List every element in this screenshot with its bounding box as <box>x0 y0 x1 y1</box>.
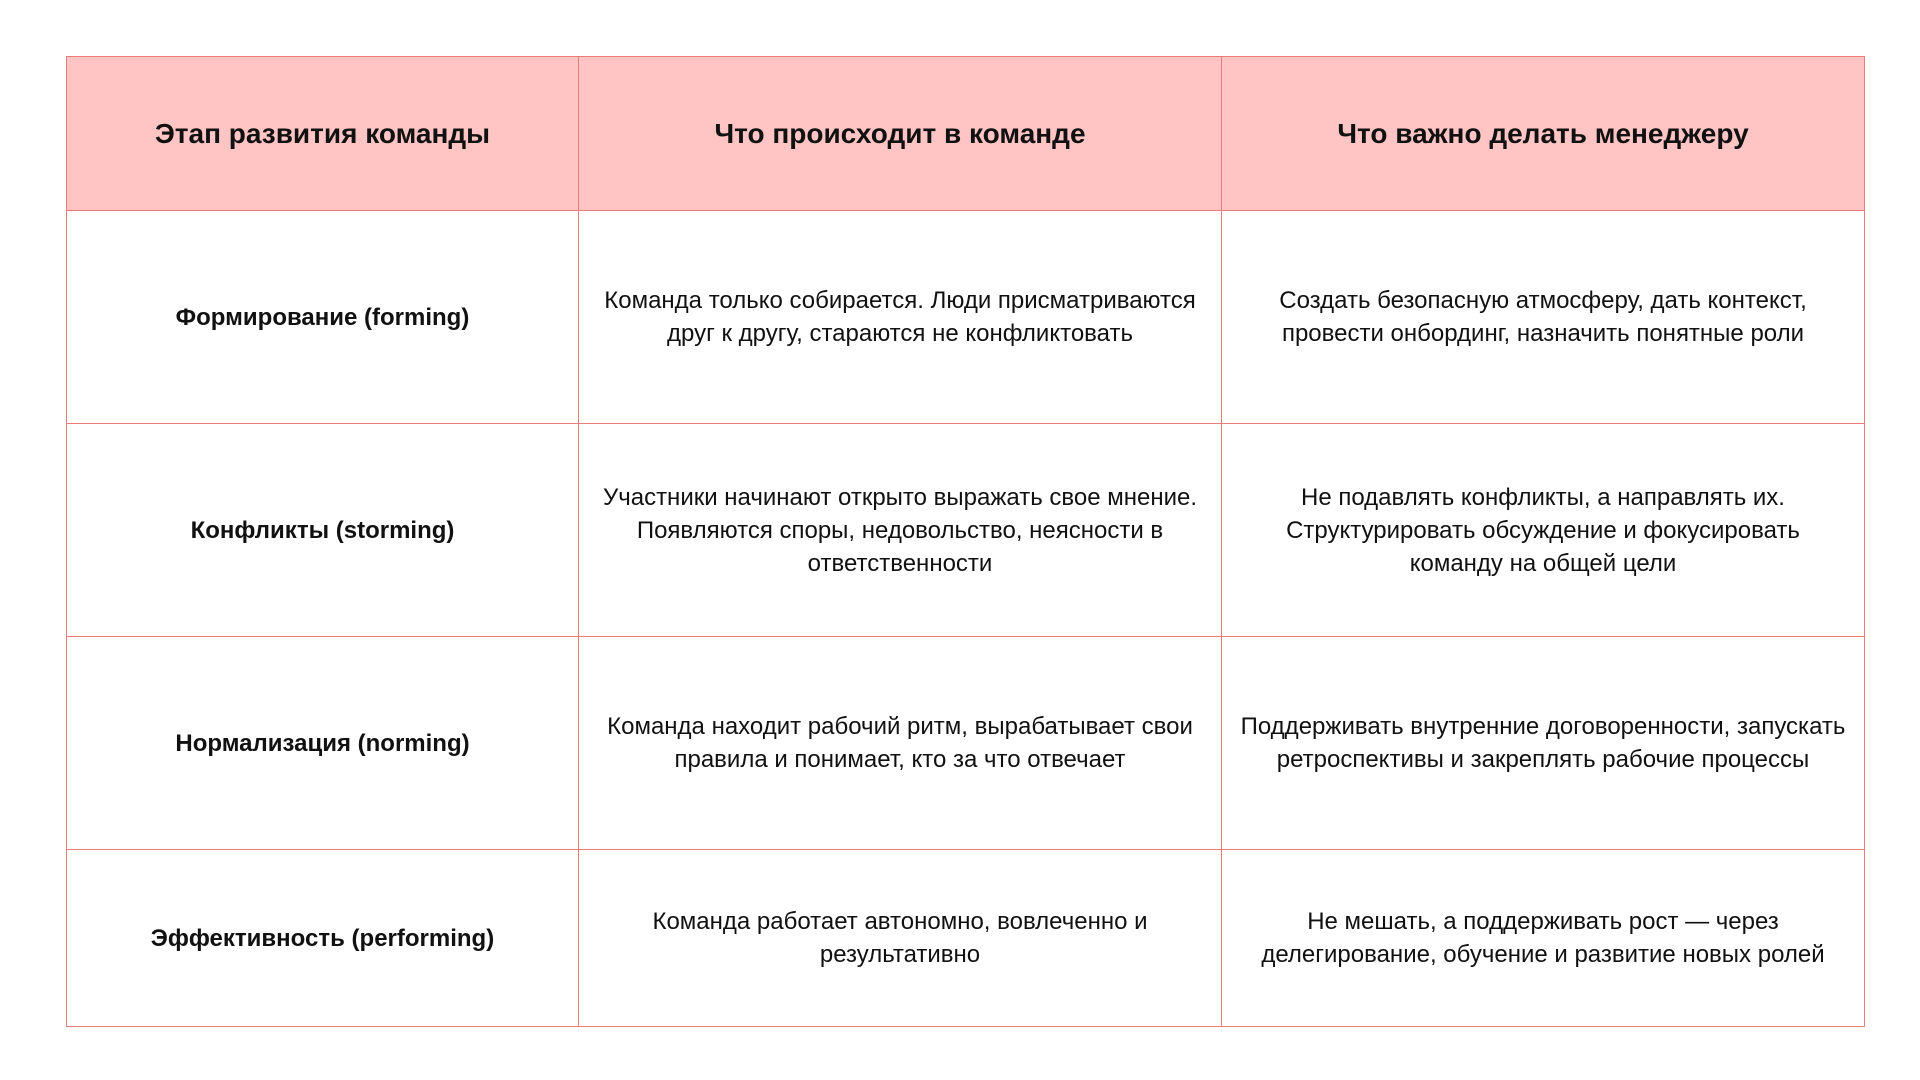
header-manager-actions: Что важно делать менеджеру <box>1222 57 1865 211</box>
manager-actions-cell: Не мешать, а поддерживать рост — через делегирование, обучение и развитие новых ролей <box>1222 850 1865 1027</box>
manager-actions-cell: Поддерживать внутренние договоренности, запускать ретроспективы и закреплять рабочие процессы <box>1222 637 1865 850</box>
manager-actions-cell: Создать безопасную атмосферу, дать контекст, провести онбординг, назначить понятные роли <box>1222 211 1865 424</box>
what-happens-cell: Команда работает автономно, вовлеченно и результативно <box>579 850 1222 1027</box>
stage-name-cell: Нормализация (norming) <box>67 637 579 850</box>
header-what-happens: Что происходит в команде <box>579 57 1222 211</box>
table-row <box>67 424 1865 637</box>
what-happens-cell: Участники начинают открыто выражать свое мнение. Появляются споры, недовольство, неясности в ответственности <box>579 424 1222 637</box>
stage-name-cell: Эффективность (performing) <box>67 850 579 1027</box>
stage-name-cell: Конфликты (storming) <box>67 424 579 637</box>
table-row <box>67 850 1865 1027</box>
team-stages-table <box>66 56 1865 1027</box>
header-stage: Этап развития команды <box>67 57 579 211</box>
team-stages-table-container <box>66 56 1864 1027</box>
table-header-row <box>67 57 1865 211</box>
what-happens-cell: Команда находит рабочий ритм, вырабатывает свои правила и понимает, кто за что отвечает <box>579 637 1222 850</box>
what-happens-cell: Команда только собирается. Люди присматриваются друг к другу, стараются не конфликтовать <box>579 211 1222 424</box>
table-row <box>67 637 1865 850</box>
table-row <box>67 211 1865 424</box>
stage-name-cell: Формирование (forming) <box>67 211 579 424</box>
manager-actions-cell: Не подавлять конфликты, а направлять их. Структурировать обсуждение и фокусировать команду на общей цели <box>1222 424 1865 637</box>
